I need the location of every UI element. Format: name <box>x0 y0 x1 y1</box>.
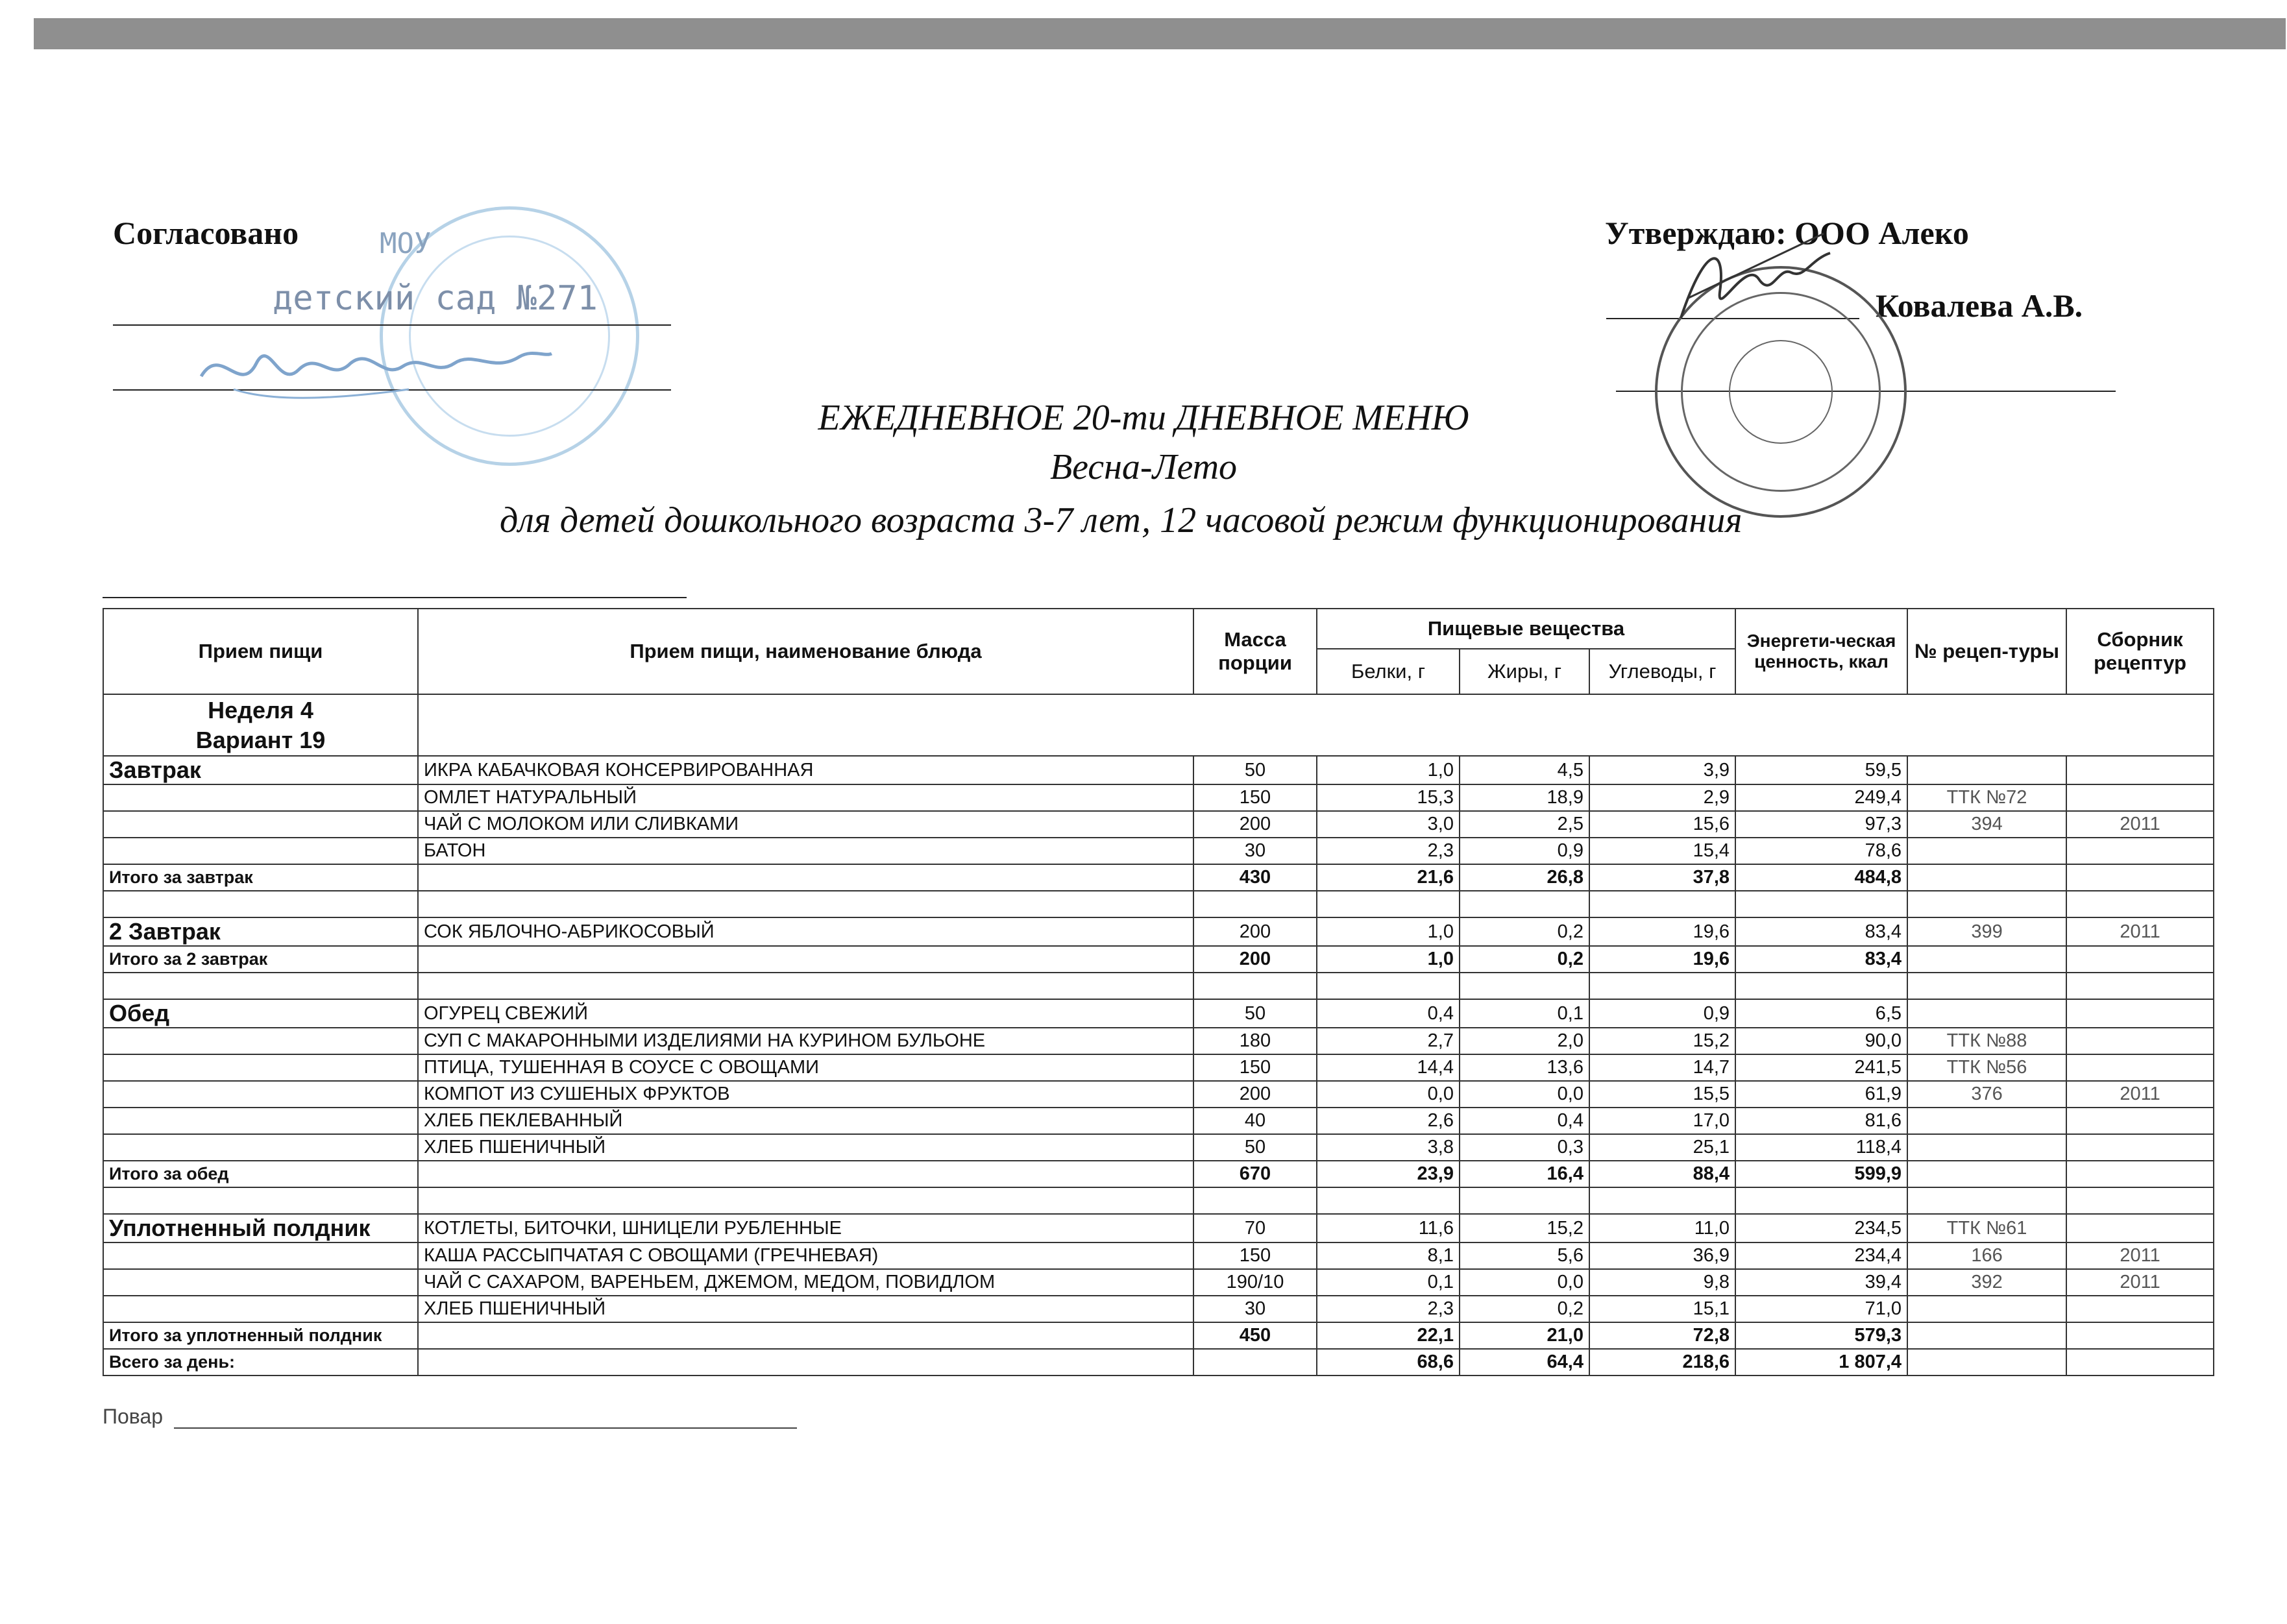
meal-cell <box>103 1242 418 1269</box>
title-underline <box>103 597 687 598</box>
protein-cell: 68,6 <box>1317 1349 1460 1376</box>
table-row <box>103 811 2214 838</box>
dish-cell: ЧАЙ С САХАРОМ, ВАРЕНЬЕМ, ДЖЕМОМ, МЕДОМ, ПОВИДЛОМ <box>418 1269 1193 1296</box>
energy-cell: 599,9 <box>1735 1161 1907 1187</box>
collection-cell: 2011 <box>2066 1081 2214 1108</box>
collection-cell <box>2066 1134 2214 1161</box>
protein-cell: 0,0 <box>1317 1081 1460 1108</box>
dish-cell <box>418 1322 1193 1349</box>
table-row <box>103 1134 2214 1161</box>
protein-cell: 14,4 <box>1317 1054 1460 1081</box>
carbs-cell: 19,6 <box>1589 946 1735 973</box>
fat-cell: 26,8 <box>1460 864 1589 891</box>
fat-cell: 0,9 <box>1460 838 1589 864</box>
table-row <box>103 1349 2214 1376</box>
mass-cell: 40 <box>1193 1108 1317 1134</box>
menu-table <box>103 608 2214 1376</box>
dish-cell: КОМПОТ ИЗ СУШЕНЫХ ФРУКТОВ <box>418 1081 1193 1108</box>
fat-cell: 0,0 <box>1460 1081 1589 1108</box>
fat-cell: 2,5 <box>1460 811 1589 838</box>
dish-cell: ХЛЕБ ПШЕНИЧНЫЙ <box>418 1296 1193 1322</box>
carbs-cell <box>1589 891 1735 917</box>
collection-cell <box>2066 1349 2214 1376</box>
week-row <box>103 694 2214 756</box>
recipe-cell: 166 <box>1907 1242 2066 1269</box>
protein-cell: 2,3 <box>1317 838 1460 864</box>
collection-cell: 2011 <box>2066 811 2214 838</box>
mass-cell: 70 <box>1193 1214 1317 1242</box>
energy-cell: 234,4 <box>1735 1242 1907 1269</box>
dish-cell <box>418 1161 1193 1187</box>
table-row <box>103 1269 2214 1296</box>
carbs-cell: 15,5 <box>1589 1081 1735 1108</box>
table-row <box>103 973 2214 999</box>
energy-cell: 234,5 <box>1735 1214 1907 1242</box>
mass-cell: 150 <box>1193 1054 1317 1081</box>
carbs-cell <box>1589 973 1735 999</box>
energy-cell: 241,5 <box>1735 1054 1907 1081</box>
fat-cell: 21,0 <box>1460 1322 1589 1349</box>
mass-cell <box>1193 891 1317 917</box>
cook-signature-line <box>174 1427 797 1429</box>
header-mass: Масса порции <box>1193 609 1317 694</box>
energy-cell: 78,6 <box>1735 838 1907 864</box>
stamp-left-line2: детский сад №271 <box>273 279 598 318</box>
meal-cell <box>103 1028 418 1054</box>
carbs-cell: 15,1 <box>1589 1296 1735 1322</box>
fat-cell <box>1460 891 1589 917</box>
collection-cell <box>2066 1028 2214 1054</box>
energy-cell: 97,3 <box>1735 811 1907 838</box>
dish-cell <box>418 891 1193 917</box>
header-nutrients: Пищевые вещества <box>1317 609 1735 649</box>
header-carbs: Углеводы, г <box>1589 649 1735 694</box>
protein-cell: 15,3 <box>1317 784 1460 811</box>
header-collection: Сборник рецептур <box>2066 609 2214 694</box>
protein-cell: 0,4 <box>1317 999 1460 1028</box>
energy-cell: 61,9 <box>1735 1081 1907 1108</box>
mass-cell: 200 <box>1193 946 1317 973</box>
fat-cell: 64,4 <box>1460 1349 1589 1376</box>
carbs-cell: 0,9 <box>1589 999 1735 1028</box>
carbs-cell: 25,1 <box>1589 1134 1735 1161</box>
recipe-cell: 392 <box>1907 1269 2066 1296</box>
dish-cell: ПТИЦА, ТУШЕННАЯ В СОУСЕ С ОВОЩАМИ <box>418 1054 1193 1081</box>
collection-cell <box>2066 891 2214 917</box>
recipe-cell <box>1907 1349 2066 1376</box>
table-row <box>103 1028 2214 1054</box>
carbs-cell: 3,9 <box>1589 756 1735 784</box>
collection-cell: 2011 <box>2066 1269 2214 1296</box>
mass-cell: 450 <box>1193 1322 1317 1349</box>
energy-cell: 90,0 <box>1735 1028 1907 1054</box>
carbs-cell: 14,7 <box>1589 1054 1735 1081</box>
energy-cell: 83,4 <box>1735 946 1907 973</box>
meal-cell <box>103 1296 418 1322</box>
energy-cell: 484,8 <box>1735 864 1907 891</box>
collection-cell <box>2066 784 2214 811</box>
table-row <box>103 1108 2214 1134</box>
header-dish: Прием пищи, наименование блюда <box>418 609 1193 694</box>
protein-cell <box>1317 1187 1460 1214</box>
energy-cell <box>1735 1187 1907 1214</box>
table-row <box>103 1296 2214 1322</box>
energy-cell: 71,0 <box>1735 1296 1907 1322</box>
collection-cell: 2011 <box>2066 1242 2214 1269</box>
mass-cell: 200 <box>1193 917 1317 946</box>
approve-label: Утверждаю: ООО Алеко <box>1605 215 1969 251</box>
table-row <box>103 864 2214 891</box>
header-meal: Прием пищи <box>103 609 418 694</box>
collection-cell <box>2066 1214 2214 1242</box>
mass-cell: 190/10 <box>1193 1269 1317 1296</box>
dish-cell: ХЛЕБ ПШЕНИЧНЫЙ <box>418 1134 1193 1161</box>
header-fat: Жиры, г <box>1460 649 1589 694</box>
meal-cell <box>103 1187 418 1214</box>
fat-cell: 0,3 <box>1460 1134 1589 1161</box>
meal-cell: Итого за 2 завтрак <box>103 946 418 973</box>
table-row <box>103 999 2214 1028</box>
mass-cell: 50 <box>1193 756 1317 784</box>
energy-cell: 39,4 <box>1735 1269 1907 1296</box>
recipe-cell: ТТК №72 <box>1907 784 2066 811</box>
mass-cell <box>1193 973 1317 999</box>
fat-cell <box>1460 973 1589 999</box>
energy-cell: 579,3 <box>1735 1322 1907 1349</box>
collection-cell <box>2066 1108 2214 1134</box>
week-row-spacer <box>418 694 2214 756</box>
header-recipe: № рецеп-туры <box>1907 609 2066 694</box>
scan-top-bar <box>34 18 2286 49</box>
meal-cell: Итого за обед <box>103 1161 418 1187</box>
recipe-cell: 376 <box>1907 1081 2066 1108</box>
dish-cell: ОГУРЕЦ СВЕЖИЙ <box>418 999 1193 1028</box>
mass-cell: 50 <box>1193 999 1317 1028</box>
mass-cell: 180 <box>1193 1028 1317 1054</box>
recipe-cell <box>1907 946 2066 973</box>
dish-cell <box>418 973 1193 999</box>
dish-cell: КОТЛЕТЫ, БИТОЧКИ, ШНИЦЕЛИ РУБЛЕННЫЕ <box>418 1214 1193 1242</box>
meal-cell <box>103 1081 418 1108</box>
right-signature <box>1668 221 1863 350</box>
fat-cell: 0,2 <box>1460 917 1589 946</box>
protein-cell: 0,1 <box>1317 1269 1460 1296</box>
dish-cell <box>418 1187 1193 1214</box>
recipe-cell <box>1907 1108 2066 1134</box>
meal-cell <box>103 973 418 999</box>
dish-cell: ОМЛЕТ НАТУРАЛЬНЫЙ <box>418 784 1193 811</box>
dish-cell: КАША РАССЫПЧАТАЯ С ОВОЩАМИ (ГРЕЧНЕВАЯ) <box>418 1242 1193 1269</box>
fat-cell: 0,1 <box>1460 999 1589 1028</box>
dish-cell: ИКРА КАБАЧКОВАЯ КОНСЕРВИРОВАННАЯ <box>418 756 1193 784</box>
table-row <box>103 756 2214 784</box>
protein-cell: 2,6 <box>1317 1108 1460 1134</box>
recipe-cell <box>1907 999 2066 1028</box>
mass-cell: 150 <box>1193 784 1317 811</box>
recipe-cell <box>1907 973 2066 999</box>
carbs-cell: 17,0 <box>1589 1108 1735 1134</box>
protein-cell: 11,6 <box>1317 1214 1460 1242</box>
recipe-cell: 394 <box>1907 811 2066 838</box>
mass-cell: 200 <box>1193 811 1317 838</box>
dish-cell: ХЛЕБ ПЕКЛЕВАННЫЙ <box>418 1108 1193 1134</box>
recipe-cell <box>1907 838 2066 864</box>
fat-cell: 0,0 <box>1460 1269 1589 1296</box>
fat-cell: 0,2 <box>1460 1296 1589 1322</box>
table-row <box>103 1054 2214 1081</box>
table-row <box>103 1242 2214 1269</box>
recipe-cell: ТТК №61 <box>1907 1214 2066 1242</box>
recipe-cell <box>1907 1187 2066 1214</box>
mass-cell: 30 <box>1193 838 1317 864</box>
meal-cell: Итого за уплотненный полдник <box>103 1322 418 1349</box>
table-row <box>103 1081 2214 1108</box>
table-row <box>103 838 2214 864</box>
collection-cell <box>2066 973 2214 999</box>
header-energy: Энергети-ческая ценность, ккал <box>1735 609 1907 694</box>
mass-cell: 430 <box>1193 864 1317 891</box>
carbs-cell: 15,4 <box>1589 838 1735 864</box>
recipe-cell: 399 <box>1907 917 2066 946</box>
fat-cell: 16,4 <box>1460 1161 1589 1187</box>
menu-season: Весна-Лето <box>1049 447 1238 487</box>
meal-cell: Обед <box>103 999 418 1028</box>
dish-cell: ЧАЙ С МОЛОКОМ ИЛИ СЛИВКАМИ <box>418 811 1193 838</box>
protein-cell <box>1317 891 1460 917</box>
collection-cell <box>2066 1322 2214 1349</box>
variant-label: Вариант 19 <box>195 726 326 753</box>
carbs-cell: 88,4 <box>1589 1161 1735 1187</box>
fat-cell: 0,2 <box>1460 946 1589 973</box>
fat-cell: 0,4 <box>1460 1108 1589 1134</box>
recipe-cell <box>1907 1322 2066 1349</box>
meal-cell <box>103 1054 418 1081</box>
dish-cell <box>418 946 1193 973</box>
meal-cell <box>103 811 418 838</box>
carbs-cell: 15,6 <box>1589 811 1735 838</box>
table-row <box>103 1322 2214 1349</box>
meal-cell <box>103 891 418 917</box>
fat-cell: 15,2 <box>1460 1214 1589 1242</box>
dish-cell <box>418 864 1193 891</box>
energy-cell: 83,4 <box>1735 917 1907 946</box>
table-row <box>103 1187 2214 1214</box>
carbs-cell: 19,6 <box>1589 917 1735 946</box>
menu-subtitle: для детей дошкольного возраста 3-7 лет, 12 часовой режим функционирования <box>500 500 1743 540</box>
energy-cell: 1 807,4 <box>1735 1349 1907 1376</box>
protein-cell: 3,8 <box>1317 1134 1460 1161</box>
fat-cell: 13,6 <box>1460 1054 1589 1081</box>
recipe-cell <box>1907 1296 2066 1322</box>
recipe-cell: ТТК №56 <box>1907 1054 2066 1081</box>
fat-cell: 5,6 <box>1460 1242 1589 1269</box>
carbs-cell: 11,0 <box>1589 1214 1735 1242</box>
energy-cell: 118,4 <box>1735 1134 1907 1161</box>
carbs-cell: 72,8 <box>1589 1322 1735 1349</box>
collection-cell <box>2066 1187 2214 1214</box>
mass-cell: 50 <box>1193 1134 1317 1161</box>
approver-name: Ковалева А.В. <box>1876 287 2083 324</box>
cook-label: Повар <box>103 1405 164 1428</box>
energy-cell <box>1735 973 1907 999</box>
meal-cell <box>103 1269 418 1296</box>
meal-cell: Всего за день: <box>103 1349 418 1376</box>
table-row <box>103 917 2214 946</box>
collection-cell <box>2066 838 2214 864</box>
recipe-cell: ТТК №88 <box>1907 1028 2066 1054</box>
collection-cell: 2011 <box>2066 917 2214 946</box>
collection-cell <box>2066 1054 2214 1081</box>
energy-cell: 249,4 <box>1735 784 1907 811</box>
fat-cell: 4,5 <box>1460 756 1589 784</box>
meal-cell <box>103 1134 418 1161</box>
protein-cell: 1,0 <box>1317 946 1460 973</box>
collection-cell <box>2066 1296 2214 1322</box>
energy-cell: 81,6 <box>1735 1108 1907 1134</box>
protein-cell: 2,7 <box>1317 1028 1460 1054</box>
carbs-cell: 37,8 <box>1589 864 1735 891</box>
carbs-cell <box>1589 1187 1735 1214</box>
recipe-cell <box>1907 1134 2066 1161</box>
mass-cell: 670 <box>1193 1161 1317 1187</box>
week-cell <box>103 694 418 756</box>
week-label: Неделя 4 <box>208 696 313 723</box>
protein-cell <box>1317 973 1460 999</box>
menu-title: ЕЖЕДНЕВНОЕ 20-ти ДНЕВНОЕ МЕНЮ <box>818 398 1469 438</box>
dish-cell: БАТОН <box>418 838 1193 864</box>
protein-cell: 21,6 <box>1317 864 1460 891</box>
meal-cell <box>103 1108 418 1134</box>
protein-cell: 3,0 <box>1317 811 1460 838</box>
mass-cell <box>1193 1187 1317 1214</box>
dish-cell <box>418 1349 1193 1376</box>
carbs-cell: 9,8 <box>1589 1269 1735 1296</box>
recipe-cell <box>1907 756 2066 784</box>
energy-cell: 59,5 <box>1735 756 1907 784</box>
meal-cell: 2 Завтрак <box>103 917 418 946</box>
protein-cell: 1,0 <box>1317 917 1460 946</box>
protein-cell: 8,1 <box>1317 1242 1460 1269</box>
collection-cell <box>2066 864 2214 891</box>
table-row <box>103 1161 2214 1187</box>
meal-cell <box>103 838 418 864</box>
mass-cell: 150 <box>1193 1242 1317 1269</box>
dish-cell: СОК ЯБЛОЧНО-АБРИКОСОВЫЙ <box>418 917 1193 946</box>
collection-cell <box>2066 756 2214 784</box>
recipe-cell <box>1907 1161 2066 1187</box>
collection-cell <box>2066 946 2214 973</box>
carbs-cell: 36,9 <box>1589 1242 1735 1269</box>
mass-cell: 30 <box>1193 1296 1317 1322</box>
protein-cell: 22,1 <box>1317 1322 1460 1349</box>
protein-cell: 23,9 <box>1317 1161 1460 1187</box>
header-protein: Белки, г <box>1317 649 1460 694</box>
carbs-cell: 15,2 <box>1589 1028 1735 1054</box>
protein-cell: 1,0 <box>1317 756 1460 784</box>
meal-cell: Уплотненный полдник <box>103 1214 418 1242</box>
mass-cell: 200 <box>1193 1081 1317 1108</box>
table-row <box>103 891 2214 917</box>
recipe-cell <box>1907 864 2066 891</box>
table-row <box>103 946 2214 973</box>
approved-label: Согласовано <box>113 215 299 251</box>
carbs-cell: 2,9 <box>1589 784 1735 811</box>
energy-cell <box>1735 891 1907 917</box>
meal-cell: Итого за завтрак <box>103 864 418 891</box>
table-row <box>103 784 2214 811</box>
energy-cell: 6,5 <box>1735 999 1907 1028</box>
fat-cell: 18,9 <box>1460 784 1589 811</box>
mass-cell <box>1193 1349 1317 1376</box>
meal-cell <box>103 784 418 811</box>
collection-cell <box>2066 999 2214 1028</box>
recipe-cell <box>1907 891 2066 917</box>
table-row <box>103 1214 2214 1242</box>
protein-cell: 2,3 <box>1317 1296 1460 1322</box>
stamp-left-line1: МОУ <box>380 227 432 260</box>
dish-cell: СУП С МАКАРОННЫМИ ИЗДЕЛИЯМИ НА КУРИНОМ БУЛЬОНЕ <box>418 1028 1193 1054</box>
fat-cell <box>1460 1187 1589 1214</box>
fat-cell: 2,0 <box>1460 1028 1589 1054</box>
meal-cell: Завтрак <box>103 756 418 784</box>
collection-cell <box>2066 1161 2214 1187</box>
carbs-cell: 218,6 <box>1589 1349 1735 1376</box>
